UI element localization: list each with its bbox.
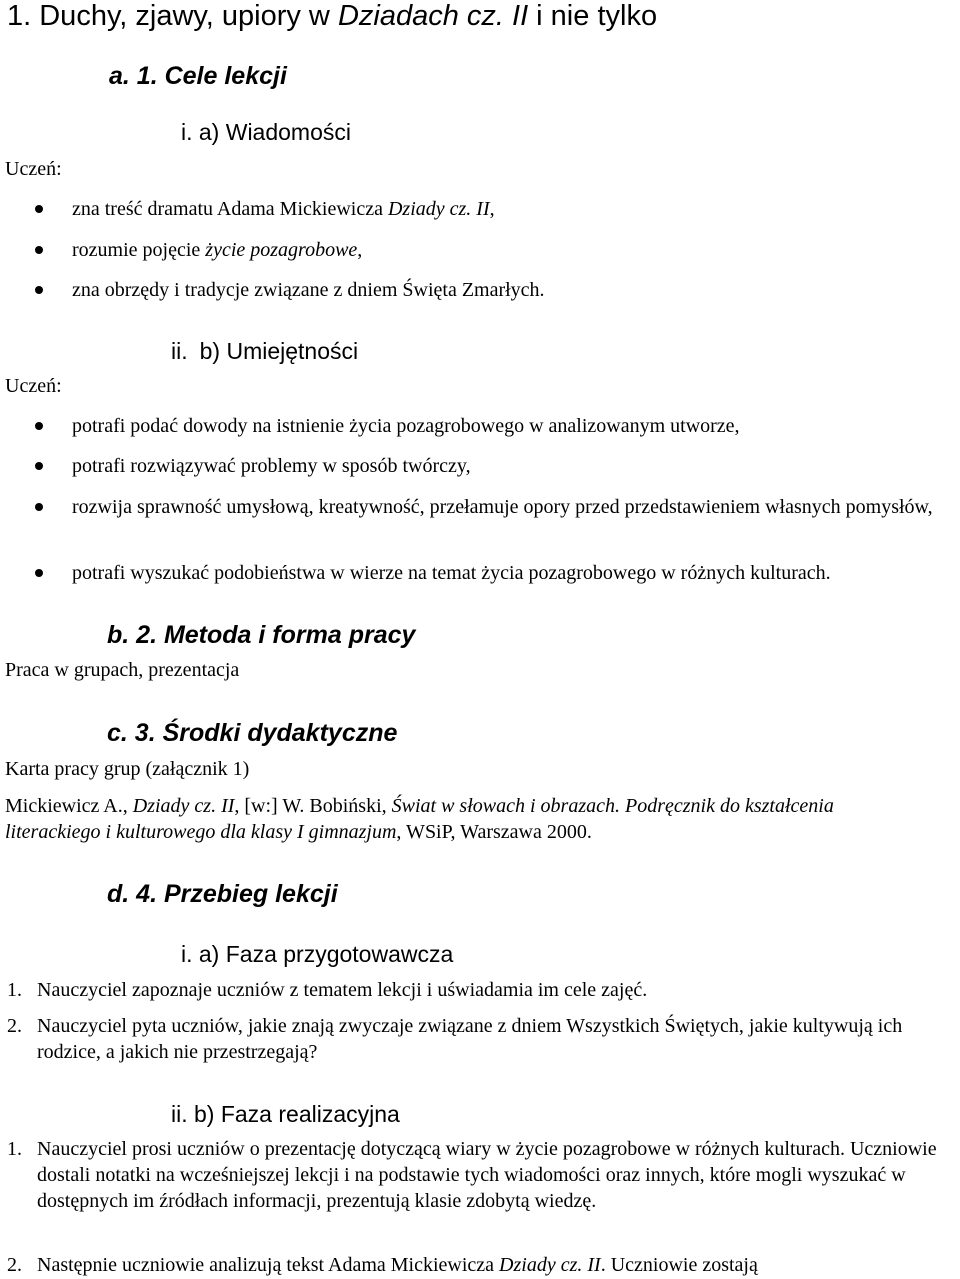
bullet-icon [35, 503, 43, 511]
skills-item-3: rozwija sprawność umysłową, kreatywność, przełamuje opory przed przedstawieniem własnych pomysłów, [72, 496, 933, 518]
realization-item-2-num: 2. [7, 1254, 22, 1276]
title-suffix: i nie tylko [528, 0, 658, 32]
method-heading: b. 2. Metoda i forma pracy [107, 621, 416, 649]
realization-heading: ii. b) Faza realizacyjna [171, 1101, 400, 1127]
bullet-icon [35, 286, 43, 294]
goals-heading: a. 1. Cele lekcji [109, 62, 287, 90]
bullet-icon [35, 246, 43, 254]
prep-item-1-text: Nauczyciel zapoznaje uczniów z tematem lekcji i uświadamia im cele zajęć. [37, 979, 648, 1001]
citation: Mickiewicz A., Dziady cz. II, [w:] W. Bobiński, Świat w słowach i obrazach. Podręcznik do kształcenia literackiego i kulturowego dla klasy I gimnazjum, WSiP, Warszawa 2000. [5, 795, 834, 843]
knowledge-item-3: zna obrzędy i tradycje związane z dniem Święta Zmarłych. [72, 279, 545, 301]
prep-item-2-text: Nauczyciel pyta uczniów, jakie znają zwyczaje związane z dniem Wszystkich Świętych, jakie kultywują ich rodzice, a jakich nie przestrzegają? [37, 1015, 903, 1063]
method-text: Praca w grupach, prezentacja [5, 659, 240, 681]
student-label-knowledge: Uczeń: [5, 158, 62, 180]
prep-heading: i. a) Faza przygotowawcza [181, 941, 454, 967]
title-prefix: 1. Duchy, zjawy, upiory w [7, 0, 338, 32]
skills-heading [171, 337, 358, 365]
course-heading: d. 4. Przebieg lekcji [107, 880, 338, 908]
page-title [7, 0, 657, 32]
bullet-icon [35, 205, 43, 213]
title-italic: Dziadach cz. II [337, 0, 529, 32]
knowledge-item-1: zna treść dramatu Adama Mickiewicza Dziady cz. II, [72, 198, 495, 220]
skills-heading-num: ii. [171, 338, 188, 364]
knowledge-item-2: rozumie pojęcie życie pozagrobowe, [72, 239, 363, 261]
realization-item-2-text: Następnie uczniowie analizują tekst Adama Mickiewicza Dziady cz. II. Uczniowie zostają [37, 1254, 758, 1276]
means-text: Karta pracy grup (załącznik 1) [5, 758, 250, 780]
skills-item-1: potrafi podać dowody na istnienie życia pozagrobowego w analizowanym utworze, [72, 415, 740, 437]
skills-item-2: potrafi rozwiązywać problemy w sposób twórczy, [72, 455, 471, 477]
knowledge-heading: i. a) Wiadomości [181, 119, 351, 145]
prep-item-1-num: 1. [7, 979, 22, 1001]
realization-item-1-text: Nauczyciel prosi uczniów o prezentację dotyczącą wiary w życie pozagrobowe w różnych kulturach. Uczniowie dostali notatki na wcześniejszej lekcji i na podstawie tych wiadomości oraz innych, które mogli wyszukać w dostępnych im źródłach informacji, prezentują klasie zdobytą wiedzę. [37, 1138, 937, 1212]
skills-item-4: potrafi wyszukać podobieństwa w wierze na temat życia pozagrobowego w różnych kulturach. [72, 562, 831, 584]
student-label-skills: Uczeń: [5, 375, 62, 397]
bullet-icon [35, 569, 43, 577]
bullet-icon [35, 422, 43, 430]
bullet-icon [35, 462, 43, 470]
realization-item-1-num: 1. [7, 1138, 22, 1160]
skills-heading-text: b) Umiejętności [199, 338, 359, 364]
means-heading: c. 3. Środki dydaktyczne [107, 719, 398, 747]
prep-item-2-num: 2. [7, 1015, 22, 1037]
